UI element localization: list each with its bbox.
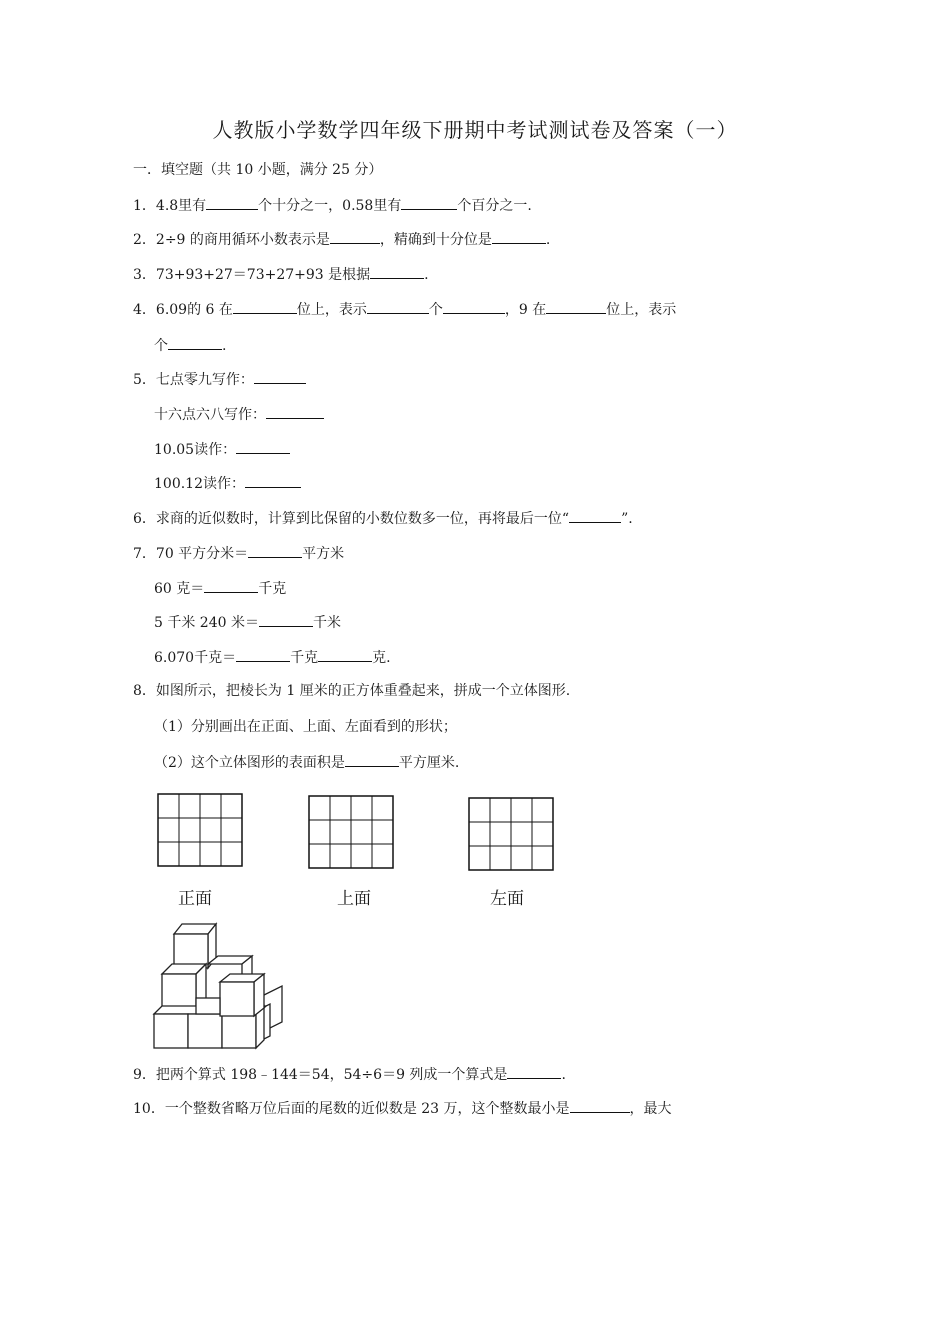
left-view-grid[interactable]	[468, 797, 554, 871]
question-6: 6．求商的近似数时，计算到比保留的小数位数多一位，再将最后一位“ ”.	[133, 508, 633, 529]
question-1: 1．4.8里有 个十分之一，0.58里有 个百分之一.	[133, 195, 532, 216]
answer-blank[interactable]	[236, 439, 290, 454]
question-9: 9．把两个算式 198﹣144＝54，54÷6＝9 列成一个算式是 .	[133, 1064, 566, 1085]
cube-stack-figure	[150, 918, 290, 1053]
section-heading: 一．填空题（共 10 小题，满分 25 分）	[133, 162, 383, 178]
answer-blank[interactable]	[204, 578, 258, 593]
question-8-part2: （2）这个立体图形的表面积是 平方厘米.	[154, 752, 459, 773]
answer-blank[interactable]	[492, 229, 546, 244]
question-5a: 5．七点零九写作：	[133, 369, 306, 390]
question-3: 3．73+93+27＝73+27+93 是根据 .	[133, 264, 429, 285]
answer-blank[interactable]	[570, 1098, 630, 1113]
answer-blank[interactable]	[443, 299, 505, 314]
answer-blank[interactable]	[370, 264, 424, 279]
answer-blank[interactable]	[266, 404, 324, 419]
top-view-label: 上面	[337, 889, 371, 909]
answer-blank[interactable]	[236, 647, 290, 662]
answer-blank[interactable]	[367, 299, 429, 314]
answer-blank[interactable]	[233, 299, 297, 314]
question-7a: 7．70 平方分米＝ 平方米	[133, 543, 344, 564]
question-8-part1: （1）分别画出在正面、上面、左面看到的形状；	[154, 719, 457, 735]
answer-blank[interactable]	[569, 508, 621, 523]
front-view-label: 正面	[178, 889, 212, 909]
top-view-grid[interactable]	[308, 795, 394, 869]
answer-blank[interactable]	[259, 612, 313, 627]
answer-blank[interactable]	[248, 543, 302, 558]
answer-blank[interactable]	[206, 195, 258, 210]
question-4-cont: 个 .	[154, 335, 226, 356]
question-8: 8．如图所示，把棱长为 1 厘米的正方体重叠起来，拼成一个立体图形.	[133, 683, 571, 699]
question-5c: 10.05读作：	[154, 439, 290, 460]
answer-blank[interactable]	[245, 473, 301, 488]
question-7d: 6.070千克＝ 千克 克.	[154, 647, 391, 668]
question-7c: 5 千米 240 米＝ 千米	[154, 612, 341, 633]
answer-blank[interactable]	[254, 369, 306, 384]
question-5b: 十六点六八写作：	[154, 404, 324, 425]
answer-blank[interactable]	[318, 647, 372, 662]
question-2: 2．2÷9 的商用循环小数表示是 ，精确到十分位是 .	[133, 229, 550, 250]
answer-blank[interactable]	[401, 195, 457, 210]
answer-blank[interactable]	[168, 335, 222, 350]
question-10: 10．一个整数省略万位后面的尾数的近似数是 23 万，这个整数最小是 ，最大	[133, 1098, 672, 1119]
page-title: 人教版小学数学四年级下册期中考试测试卷及答案（一）	[212, 118, 738, 142]
answer-blank[interactable]	[330, 229, 380, 244]
question-5d: 100.12读作：	[154, 473, 301, 494]
answer-blank[interactable]	[345, 752, 399, 767]
answer-blank[interactable]	[507, 1064, 561, 1079]
question-7b: 60 克＝ 千克	[154, 578, 286, 599]
question-4: 4．6.09的 6 在 位上，表示 个 ，9 在 位上，表示	[133, 299, 676, 320]
answer-blank[interactable]	[546, 299, 606, 314]
left-view-label: 左面	[490, 889, 524, 909]
front-view-grid[interactable]	[157, 793, 243, 867]
